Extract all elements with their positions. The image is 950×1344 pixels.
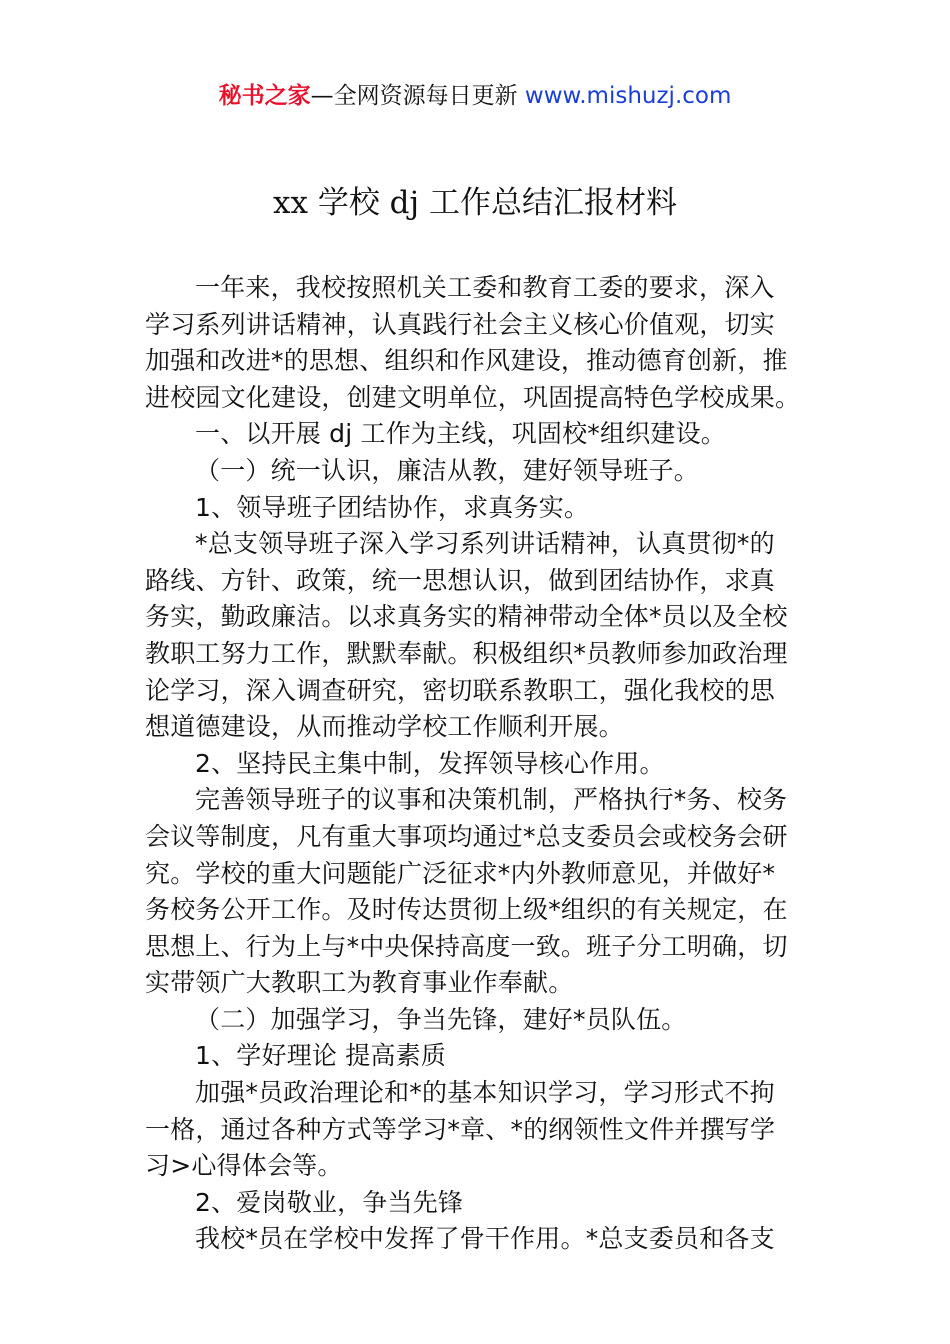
- body-line: 加强*员政治理论和*的基本知识学习，学习形式不拘: [195, 1078, 775, 1108]
- body-line: 完善领导班子的议事和决策机制，严格执行*务、校务: [195, 785, 788, 815]
- body-line: 学习系列讲话精神，认真践行社会主义核心价值观，切实: [145, 309, 776, 339]
- body-line: 1、领导班子团结协作，求真务实。: [195, 492, 590, 522]
- header-dash: —: [310, 83, 334, 109]
- body-line: *总支领导班子深入学习系列讲话精神，认真贯彻*的: [195, 529, 775, 559]
- body-line: 务校务公开工作。及时传达贯彻上级*组织的有关规定，在: [145, 895, 788, 925]
- body-line: 2、爱岗敬业，争当先锋: [195, 1187, 464, 1217]
- body-line: 加强和改进*的思想、组织和作风建设，推动德育创新，推: [145, 346, 788, 376]
- body-line: （一）统一认识，廉洁从教，建好领导班子。: [195, 455, 700, 485]
- body-line: 习>心得体会等。: [145, 1151, 343, 1181]
- body-line: 路线、方针、政策，统一思想认识，做到团结协作，求真: [145, 565, 776, 595]
- body-line: 一格，通过各种方式等学习*章、*的纲领性文件并撰写学: [145, 1114, 776, 1144]
- body-line: 务实，勤政廉洁。以求真务实的精神带动全体*员以及全校: [145, 602, 788, 632]
- body-line: 一年来，我校按照机关工委和教育工委的要求，深入: [195, 273, 775, 302]
- document-title: xx 学校 dj 工作总结汇报材料: [273, 185, 677, 221]
- site-header: [0, 80, 950, 112]
- body-line: 2、坚持民主集中制，发挥领导核心作用。: [195, 748, 665, 778]
- document-body: [145, 270, 810, 1258]
- body-line: 我校*员在学校中发挥了骨干作用。*总支委员和各支: [195, 1224, 775, 1254]
- body-line: 想道德建设，从而推动学校工作顺利开展。: [145, 712, 624, 742]
- body-line: 一、以开展 dj 工作为主线，巩固校*组织建设。: [195, 419, 727, 449]
- site-brand: 秘书之家: [218, 83, 311, 109]
- body-line: 进校园文化建设，创建文明单位，巩固提高特色学校成果。: [145, 382, 801, 412]
- body-line: 会议等制度，凡有重大事项均通过*总支委员会或校务会研: [145, 821, 788, 851]
- body-line: （二）加强学习，争当先锋，建好*员队伍。: [195, 1004, 687, 1034]
- header-tagline: 全网资源每日更新: [333, 83, 525, 109]
- body-line: 思想上、行为上与*中央保持高度一致。班子分工明确，切: [145, 931, 788, 961]
- body-line: 实带领广大教职工为教育事业作奉献。: [145, 968, 574, 998]
- body-line: 1、学好理论 提高素质: [195, 1041, 447, 1071]
- body-line: 究。学校的重大问题能广泛征求*内外教师意见，并做好*: [145, 858, 776, 888]
- site-url-link[interactable]: www.mishuzj.com: [524, 83, 732, 109]
- body-line: 教职工努力工作，默默奉献。积极组织*员教师参加政治理: [145, 638, 788, 668]
- body-line: 论学习，深入调查研究，密切联系教职工，强化我校的思: [145, 675, 776, 705]
